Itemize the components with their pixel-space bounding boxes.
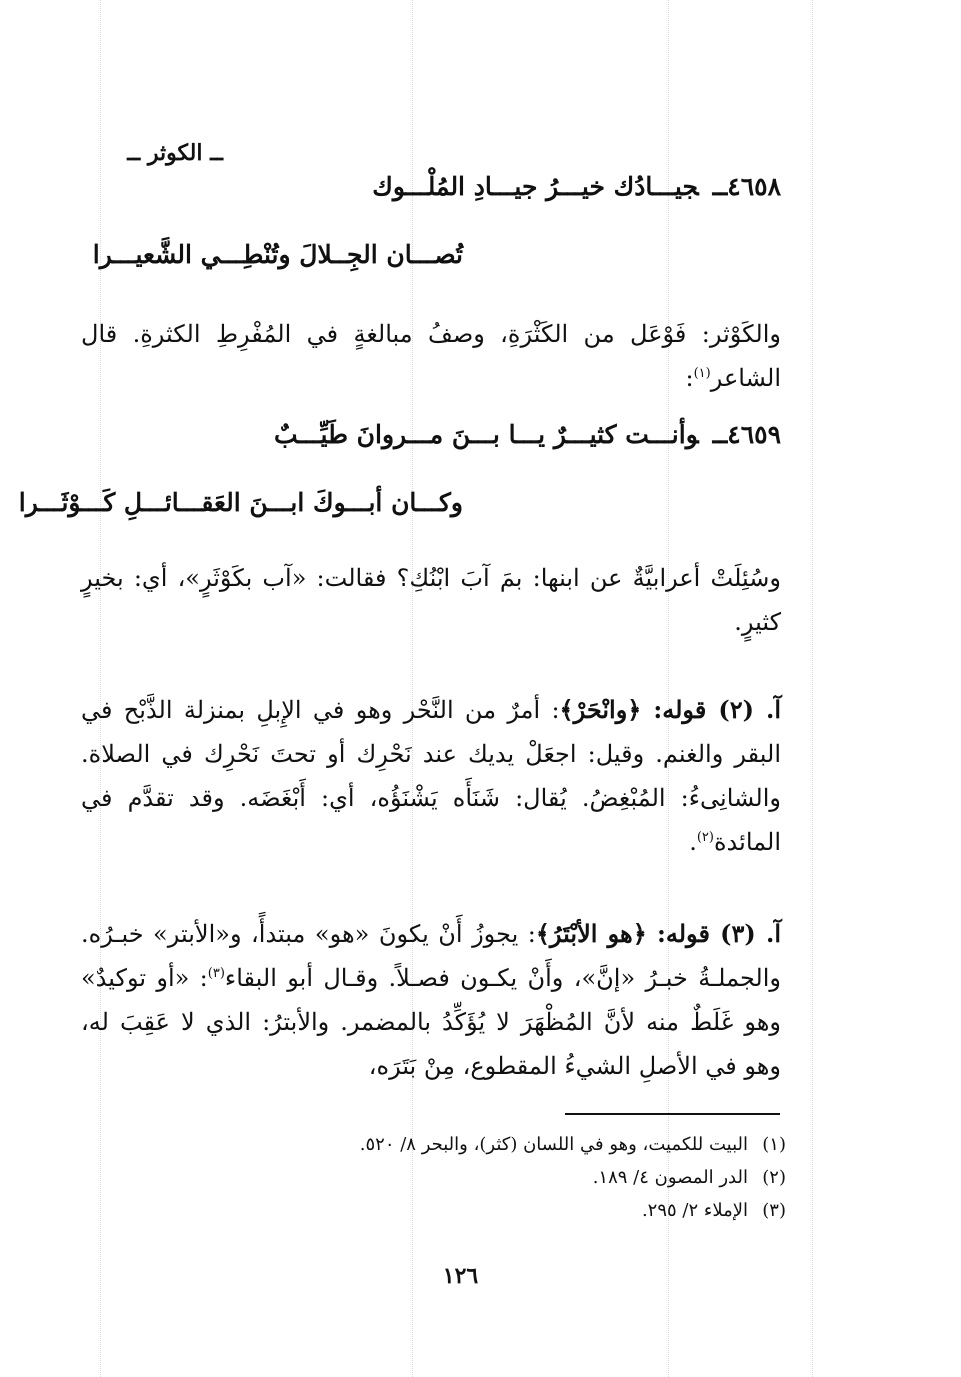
footnote-text: الدر المصون ٤/ ١٨٩. [592,1167,748,1188]
verse-4659-first-line [274,420,781,449]
paragraph-arabiya [81,556,781,644]
footnote-mark: (٢) [762,1167,786,1188]
footnote-item [266,1128,786,1161]
paragraph-abtar [81,912,781,1088]
footnote-ref: (٢) [696,830,714,845]
footnote-text: الإملاء ٢/ ٢٩٥. [641,1200,748,1221]
scan-artifact-line [812,0,813,1377]
punctuation: . [689,828,697,856]
paragraph-kawthar [81,312,781,400]
verse-4658-second-line [93,240,463,269]
verse-4659-second-line [19,488,463,517]
page-number: ١٢٦ [442,1263,479,1289]
paragraph-text: : «أو توكيدٌ» وهو غَلَطٌ منه لأنَّ المُظْهَرَ لا يُؤَكِّدُ بالمضمر. والأبترُ: الذي لا عَقِبَ له، وهو في الأصلِ الشيءُ المقطوع، مِنْ بَتَرَه، [81,964,781,1080]
punctuation: : [685,364,694,392]
paragraph-text: : أمرٌ من النَّحْر وهو في الإِبلِ بمنزلة الذَّبْح في البقر والغنم. وقيل: اجعَلْ يديك عند نَحْرِك أو تحتَ نَحْرِك في الصلاة. والشانِىءُ: المُبْغِضُ. يُقال: شَنَأَه يَشْنَؤُه، أي: أَبْغَضَه. وقد تقدَّم في المائدة [81,696,781,856]
footnote-ref: (١) [693,366,711,381]
paragraph-wanhar [81,688,781,864]
running-header: ــ الكوثر ــ [127,140,223,166]
verse-reference: آ. (٢) قوله: ﴿وانْحَرْ﴾ [559,695,782,724]
footnote-mark: (١) [762,1134,786,1155]
paragraph-text: وسُئِلَتْ أعرابيَّةٌ عن ابنها: بمَ آبَ ابْنُكِ؟ فقالت: «آب بكَوْثَرٍ»، أي: بخيرٍ كثيرٍ. [81,564,781,636]
verse-hemistich: تُصـــان الجِــلالَ وتُنْطِـــي الشَّعيـــرا [92,240,463,269]
footnote-ref: (٣) [207,966,225,981]
footnote-item [266,1161,786,1194]
verse-hemistich: وأنـــت كثيـــرٌ يـــا بـــنَ مـــروانَ طَيِّـــبٌ [274,420,699,449]
footnote-mark: (٣) [762,1200,786,1221]
paragraph-text: : يجوزُ أَنْ يكونَ «هو» مبتدأً، و«الأبتر» خبـرُه. والجملـةُ خبـرُ «إنَّ»، وأَنْ يكـون فصـلاً. وقـال أبو البقاء [81,920,782,992]
footnote-separator [565,1113,780,1115]
footnote-text: البيت للكميت، وهو في اللسان (كثر)، والبحر ٨/ ٥٢٠. [359,1134,748,1155]
verse-reference: آ. (٣) قوله: ﴿هو الأبْتَرُ﴾ [535,919,782,948]
footnote-item [266,1194,786,1227]
verse-4658-first-line [372,172,781,201]
footnotes [266,1128,786,1227]
verse-number: ٤٦٥٨ــ [712,172,781,201]
verse-number: ٤٦٥٩ــ [712,420,781,449]
verse-hemistich: جيـــادُك خيـــرُ جيـــادِ المُلْـــوك [372,172,699,201]
paragraph-text: والكَوْثر: فَوْعَل من الكَثْرَةِ، وصفُ مبالغةٍ في المُفْرِطِ الكثرةِ. قال الشاعر [81,320,781,392]
verse-hemistich: وكـــان أبـــوكَ ابـــنَ العَقـــائـــلِ كَـــوْثَـــرا [18,488,463,517]
